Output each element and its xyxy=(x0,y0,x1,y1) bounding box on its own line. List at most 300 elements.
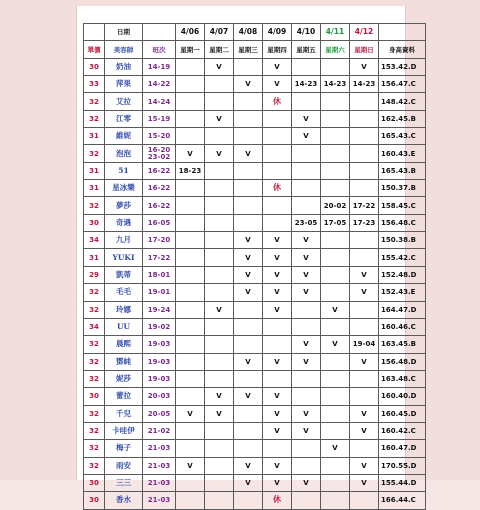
day-cell xyxy=(292,197,321,214)
day-cell xyxy=(205,457,234,474)
name-cell: 千兒 xyxy=(105,405,143,422)
record-cell: 148.42.C xyxy=(379,93,426,110)
day-cell: 17-22 xyxy=(350,197,379,214)
name-cell: 香水 xyxy=(105,492,143,509)
day-cell xyxy=(292,457,321,474)
record-cell: 152.43.E xyxy=(379,284,426,301)
date-header-row xyxy=(84,24,426,41)
day-cell xyxy=(292,440,321,457)
day-cell: V xyxy=(205,405,234,422)
stage-cell: 19-03 xyxy=(143,336,176,353)
stage-cell: 19-01 xyxy=(143,284,176,301)
day-cell: V xyxy=(234,388,263,405)
record-cell: 155.44.D xyxy=(379,474,426,491)
day-cell xyxy=(205,336,234,353)
day-cell xyxy=(205,353,234,370)
day-cell xyxy=(321,162,350,179)
day-cell xyxy=(321,58,350,75)
day-cell: V xyxy=(350,457,379,474)
day-cell xyxy=(205,370,234,387)
day-cell: 休 xyxy=(263,492,292,509)
day-cell: 14-23 xyxy=(321,76,350,93)
day-cell xyxy=(205,197,234,214)
record-cell: 166.44.C xyxy=(379,492,426,509)
name-cell: YUKI xyxy=(105,249,143,266)
table-row xyxy=(84,474,426,491)
name-cell: 夢莎 xyxy=(105,197,143,214)
day-cell xyxy=(263,214,292,231)
day-cell: V xyxy=(234,76,263,93)
day-cell xyxy=(176,214,205,231)
day-cell xyxy=(176,474,205,491)
day-cell xyxy=(234,370,263,387)
day-cell: V xyxy=(263,405,292,422)
table-row xyxy=(84,162,426,179)
group-cell: 32 xyxy=(84,457,105,474)
group-cell: 29 xyxy=(84,266,105,283)
day-cell: V xyxy=(292,336,321,353)
day-cell: 18-23 xyxy=(176,162,205,179)
record-cell: 160.43.E xyxy=(379,145,426,162)
day-cell xyxy=(176,370,205,387)
group-cell: 30 xyxy=(84,474,105,491)
day-cell: 休 xyxy=(263,180,292,197)
day-cell: V xyxy=(263,249,292,266)
day-cell xyxy=(292,301,321,318)
day-cell xyxy=(350,180,379,197)
day-cell xyxy=(321,422,350,439)
day-cell xyxy=(292,492,321,509)
day-cell xyxy=(321,145,350,162)
day-cell: V xyxy=(292,474,321,491)
day-cell xyxy=(350,145,379,162)
name-cell: 鄧純 xyxy=(105,353,143,370)
group-cell: 34 xyxy=(84,232,105,249)
group-cell: 32 xyxy=(84,145,105,162)
day-cell: V xyxy=(176,457,205,474)
record-cell: 152.48.D xyxy=(379,266,426,283)
stage-cell: 21-02 xyxy=(143,422,176,439)
day-cell xyxy=(176,58,205,75)
group-cell: 31 xyxy=(84,249,105,266)
day-cell xyxy=(176,336,205,353)
day-cell: V xyxy=(234,474,263,491)
name-cell: 妮莎 xyxy=(105,370,143,387)
stage-cell: 19-24 xyxy=(143,301,176,318)
day-cell xyxy=(176,388,205,405)
day-cell: 20-02 xyxy=(321,197,350,214)
group-cell: 31 xyxy=(84,128,105,145)
stage-cell: 21-03 xyxy=(143,457,176,474)
group-cell: 31 xyxy=(84,162,105,179)
weekday-header: 星期三 xyxy=(234,41,263,58)
day-cell xyxy=(321,388,350,405)
day-cell xyxy=(205,422,234,439)
table-row xyxy=(84,128,426,145)
day-cell xyxy=(176,232,205,249)
day-cell xyxy=(321,370,350,387)
day-cell xyxy=(205,128,234,145)
date-header: 4/07 xyxy=(205,24,234,41)
stage-cell: 16-22 xyxy=(143,162,176,179)
day-cell xyxy=(292,388,321,405)
record-cell: 156.48.C xyxy=(379,214,426,231)
day-cell xyxy=(205,249,234,266)
table-row xyxy=(84,76,426,93)
day-cell: V xyxy=(234,457,263,474)
day-cell xyxy=(350,249,379,266)
day-cell: V xyxy=(350,266,379,283)
table-row xyxy=(84,457,426,474)
group-cell: 31 xyxy=(84,180,105,197)
weekday-header: 星期五 xyxy=(292,41,321,58)
day-cell xyxy=(263,197,292,214)
table-row xyxy=(84,301,426,318)
group-cell: 32 xyxy=(84,353,105,370)
day-cell xyxy=(176,353,205,370)
stage-cell: 21-03 xyxy=(143,492,176,509)
stage-cell: 16-20 23-02 xyxy=(143,145,176,162)
name-cell: 艾拉 xyxy=(105,93,143,110)
table-row xyxy=(84,232,426,249)
name-cell: 奇遇 xyxy=(105,214,143,231)
date-header: 4/11 xyxy=(321,24,350,41)
group-cell: 32 xyxy=(84,301,105,318)
date-header: 4/12 xyxy=(350,24,379,41)
day-cell: 23-05 xyxy=(292,214,321,231)
schedule-body xyxy=(84,24,426,510)
day-cell: V xyxy=(176,145,205,162)
day-cell xyxy=(321,492,350,509)
record-cell: 165.43.C xyxy=(379,128,426,145)
group-cell: 30 xyxy=(84,492,105,509)
group-cell: 32 xyxy=(84,422,105,439)
stage-cell: 14-24 xyxy=(143,93,176,110)
day-cell: 17-05 xyxy=(321,214,350,231)
day-cell xyxy=(234,318,263,335)
table-row xyxy=(84,110,426,127)
table-row xyxy=(84,58,426,75)
group-cell: 32 xyxy=(84,370,105,387)
day-cell: V xyxy=(205,58,234,75)
day-cell: V xyxy=(350,58,379,75)
name-cell: 梅子 xyxy=(105,440,143,457)
day-cell xyxy=(234,336,263,353)
table-row xyxy=(84,284,426,301)
date-header: 4/10 xyxy=(292,24,321,41)
day-cell xyxy=(176,76,205,93)
name-cell: 九月 xyxy=(105,232,143,249)
record-cell: 156.48.D xyxy=(379,353,426,370)
day-cell xyxy=(234,128,263,145)
table-row xyxy=(84,197,426,214)
group-header: 單價 xyxy=(84,41,105,58)
weekday-header: 星期四 xyxy=(263,41,292,58)
blank-header-cell xyxy=(143,24,176,41)
day-cell xyxy=(176,492,205,509)
record-cell: 160.45.D xyxy=(379,405,426,422)
day-cell xyxy=(234,197,263,214)
day-cell xyxy=(321,93,350,110)
day-cell xyxy=(321,405,350,422)
day-cell xyxy=(292,93,321,110)
day-cell: V xyxy=(234,145,263,162)
day-cell: V xyxy=(350,284,379,301)
name-cell: 雨安 xyxy=(105,457,143,474)
day-cell: V xyxy=(321,301,350,318)
day-cell: V xyxy=(350,405,379,422)
day-cell: V xyxy=(263,388,292,405)
name-cell: UU xyxy=(105,318,143,335)
day-cell xyxy=(263,440,292,457)
day-cell xyxy=(321,474,350,491)
day-cell xyxy=(321,284,350,301)
day-cell xyxy=(263,162,292,179)
day-cell xyxy=(205,214,234,231)
name-cell: 星冰樂 xyxy=(105,180,143,197)
day-cell: V xyxy=(292,266,321,283)
day-cell: V xyxy=(350,474,379,491)
day-cell xyxy=(234,214,263,231)
day-cell xyxy=(176,422,205,439)
day-cell: V xyxy=(263,76,292,93)
stage-cell: 17-22 xyxy=(143,249,176,266)
day-cell xyxy=(234,162,263,179)
day-cell xyxy=(350,301,379,318)
day-cell xyxy=(350,370,379,387)
day-cell xyxy=(234,422,263,439)
schedule-sheet xyxy=(76,6,417,505)
day-cell xyxy=(263,145,292,162)
table-row xyxy=(84,266,426,283)
day-cell: V xyxy=(263,353,292,370)
table-row xyxy=(84,492,426,509)
day-cell: V xyxy=(205,388,234,405)
day-cell xyxy=(321,457,350,474)
day-cell xyxy=(350,93,379,110)
column-header-row xyxy=(84,41,426,58)
day-cell xyxy=(321,232,350,249)
day-cell: V xyxy=(321,440,350,457)
day-cell: 17-23 xyxy=(350,214,379,231)
day-cell: V xyxy=(350,353,379,370)
group-cell: 32 xyxy=(84,110,105,127)
day-cell xyxy=(350,318,379,335)
day-cell xyxy=(205,318,234,335)
day-cell xyxy=(292,318,321,335)
name-cell: 51 xyxy=(105,162,143,179)
name-cell: 卡哇伊 xyxy=(105,422,143,439)
group-cell: 30 xyxy=(84,214,105,231)
stage-cell: 17-20 xyxy=(143,232,176,249)
day-cell: V xyxy=(205,145,234,162)
group-cell: 34 xyxy=(84,318,105,335)
stage-cell: 18-01 xyxy=(143,266,176,283)
day-cell: 休 xyxy=(263,93,292,110)
name-cell: 玲娜 xyxy=(105,301,143,318)
stage-header: 班次 xyxy=(143,41,176,58)
record-cell: 150.37.B xyxy=(379,180,426,197)
day-cell xyxy=(205,266,234,283)
table-row xyxy=(84,353,426,370)
table-row xyxy=(84,370,426,387)
table-row xyxy=(84,336,426,353)
table-row xyxy=(84,249,426,266)
group-cell: 32 xyxy=(84,284,105,301)
day-cell: V xyxy=(234,266,263,283)
group-cell: 32 xyxy=(84,405,105,422)
date-header: 4/09 xyxy=(263,24,292,41)
record-cell: 162.45.B xyxy=(379,110,426,127)
day-cell: V xyxy=(292,353,321,370)
name-cell: 泡泡 xyxy=(105,145,143,162)
stage-cell: 16-05 xyxy=(143,214,176,231)
date-header: 4/06 xyxy=(176,24,205,41)
day-cell xyxy=(176,93,205,110)
day-cell xyxy=(176,249,205,266)
weekday-header: 星期一 xyxy=(176,41,205,58)
day-cell xyxy=(205,180,234,197)
table-row xyxy=(84,440,426,457)
stage-cell: 14-22 xyxy=(143,76,176,93)
record-cell: 156.47.C xyxy=(379,76,426,93)
day-cell xyxy=(205,93,234,110)
day-cell xyxy=(205,162,234,179)
stage-cell: 21-03 xyxy=(143,440,176,457)
day-cell: V xyxy=(263,422,292,439)
day-cell: V xyxy=(263,284,292,301)
day-cell xyxy=(292,58,321,75)
day-cell: V xyxy=(176,405,205,422)
day-cell xyxy=(205,440,234,457)
record-cell: 164.47.D xyxy=(379,301,426,318)
name-cell: 凱蒂 xyxy=(105,266,143,283)
day-cell: V xyxy=(263,266,292,283)
day-cell xyxy=(234,440,263,457)
table-row xyxy=(84,214,426,231)
blank-header-cell xyxy=(84,24,105,41)
name-cell: 奶油 xyxy=(105,58,143,75)
day-cell xyxy=(263,318,292,335)
day-cell: V xyxy=(263,474,292,491)
group-cell: 30 xyxy=(84,388,105,405)
day-cell xyxy=(263,110,292,127)
day-cell: V xyxy=(350,422,379,439)
day-cell xyxy=(176,318,205,335)
record-cell: 170.55.D xyxy=(379,457,426,474)
day-cell: V xyxy=(292,110,321,127)
name-cell: 晨熙 xyxy=(105,336,143,353)
group-cell: 33 xyxy=(84,76,105,93)
stage-cell: 19-03 xyxy=(143,353,176,370)
day-cell xyxy=(176,110,205,127)
stage-cell: 20-03 xyxy=(143,388,176,405)
day-cell xyxy=(321,180,350,197)
day-cell xyxy=(205,232,234,249)
record-cell: 160.40.D xyxy=(379,388,426,405)
day-cell: 14-23 xyxy=(350,76,379,93)
table-row xyxy=(84,422,426,439)
day-cell xyxy=(234,58,263,75)
day-cell xyxy=(205,474,234,491)
group-cell: 32 xyxy=(84,440,105,457)
group-cell: 30 xyxy=(84,58,105,75)
stage-cell: 20-05 xyxy=(143,405,176,422)
table-row xyxy=(84,405,426,422)
name-cell: 蕾拉 xyxy=(105,388,143,405)
day-cell: V xyxy=(292,284,321,301)
record-cell: 163.45.B xyxy=(379,336,426,353)
day-cell: V xyxy=(292,128,321,145)
stage-cell: 14-19 xyxy=(143,58,176,75)
weekday-header: 星期日 xyxy=(350,41,379,58)
day-cell: V xyxy=(234,353,263,370)
day-cell: V xyxy=(263,232,292,249)
day-cell: V xyxy=(234,284,263,301)
day-cell: 14-23 xyxy=(292,76,321,93)
name-header: 美容師 xyxy=(105,41,143,58)
table-row xyxy=(84,318,426,335)
record-cell: 160.47.D xyxy=(379,440,426,457)
record-cell: 160.46.C xyxy=(379,318,426,335)
day-cell xyxy=(292,370,321,387)
day-cell: V xyxy=(263,58,292,75)
name-cell: 三三 xyxy=(105,474,143,491)
day-cell: V xyxy=(234,249,263,266)
day-cell xyxy=(321,353,350,370)
stage-cell: 19-02 xyxy=(143,318,176,335)
group-cell: 32 xyxy=(84,197,105,214)
stage-cell: 16-22 xyxy=(143,180,176,197)
day-cell xyxy=(176,180,205,197)
day-cell xyxy=(321,249,350,266)
day-cell xyxy=(234,301,263,318)
date-label: 日期 xyxy=(105,24,143,41)
weekday-header: 星期六 xyxy=(321,41,350,58)
day-cell xyxy=(350,110,379,127)
record-cell: 150.38.B xyxy=(379,232,426,249)
record-cell: 155.42.C xyxy=(379,249,426,266)
record-cell: 153.42.D xyxy=(379,58,426,75)
day-cell xyxy=(234,180,263,197)
stage-cell: 21-03 xyxy=(143,474,176,491)
table-row xyxy=(84,388,426,405)
day-cell: 19-04 xyxy=(350,336,379,353)
day-cell xyxy=(176,284,205,301)
day-cell xyxy=(176,128,205,145)
group-cell: 32 xyxy=(84,93,105,110)
day-cell xyxy=(234,110,263,127)
day-cell: V xyxy=(205,301,234,318)
table-row xyxy=(84,145,426,162)
stage-cell: 15-20 xyxy=(143,128,176,145)
weekday-header: 星期二 xyxy=(205,41,234,58)
day-cell xyxy=(176,301,205,318)
stage-cell: 15-19 xyxy=(143,110,176,127)
day-cell xyxy=(263,336,292,353)
day-cell xyxy=(321,110,350,127)
day-cell: V xyxy=(205,110,234,127)
record-cell: 160.42.C xyxy=(379,422,426,439)
day-cell xyxy=(176,197,205,214)
record-header: 身高資料 xyxy=(379,41,426,58)
table-row xyxy=(84,180,426,197)
stage-cell: 16-22 xyxy=(143,197,176,214)
day-cell: V xyxy=(234,232,263,249)
day-cell xyxy=(350,440,379,457)
day-cell xyxy=(321,266,350,283)
record-cell: 163.48.C xyxy=(379,370,426,387)
